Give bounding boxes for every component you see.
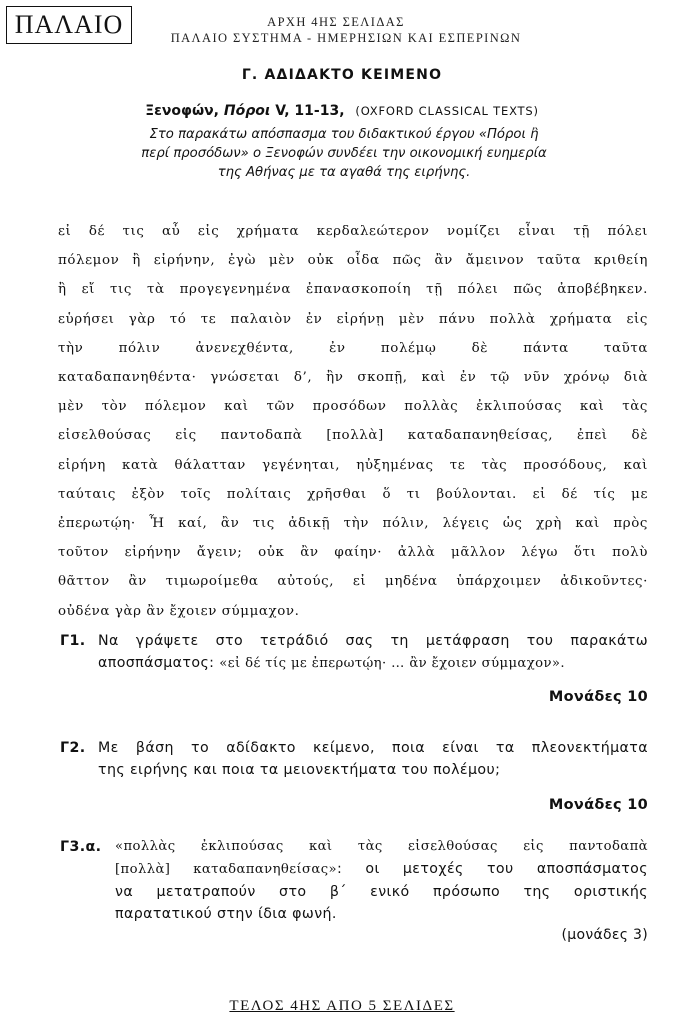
- question-text-line: [98, 652, 648, 675]
- greek-line: τὴν πόλιν ἀνενεχθέντα, ἐν πολέμῳ δὲ πάντα ταῦτα: [58, 340, 648, 356]
- question-text: να μετατραπούν στο β΄ ενικό πρόσωπο της οριστικής: [115, 884, 648, 900]
- question-g1-units: Μονάδες 10: [548, 689, 648, 705]
- question-g3a: [60, 836, 648, 925]
- intro-line: της Αθήνας με τα αγαθά της ειρήνης.: [217, 165, 471, 180]
- source-edition: (OXFORD CLASSICAL TEXTS): [355, 104, 539, 118]
- greek-line: πόλεμον ἢ εἰρήνην, ἐγὼ μὲν οὐκ οἶδα πῶς ἂν ἄμεινον ταῦτα κριθείη: [58, 253, 648, 269]
- intro-line: Στο παρακάτω απόσπασμα του διδακτικού έργου «Πόροι ἢ: [149, 127, 539, 142]
- greek-line: καταδαπανηθέντα· γνώσεται δ’, ἢν σκοπῇ, καὶ ἐν τῷ νῦν χρόνῳ διὰ: [58, 370, 648, 386]
- greek-line: θᾶττον ἂν τιμωροίμεθα αὐτούς, εἰ μηδένα ὑπάρχοιμεν ἀδικοῦντες·: [58, 574, 648, 590]
- question-g3a-units: (μονάδες 3): [561, 927, 648, 943]
- greek-line: τοῦτον εἰρήνην ἄγειν; οὐκ ἂν φαίην· ἀλλὰ μᾶλλον λέγω ὅτι πολὺ: [58, 545, 648, 561]
- question-number: Γ3.α.: [60, 839, 102, 855]
- source-author: Ξενοφών,: [145, 103, 220, 119]
- old-system-stamp: ΠΑΛΑΙΟ: [6, 6, 132, 44]
- question-text-line: [115, 858, 648, 881]
- source-ref: V, 11-13,: [275, 103, 345, 119]
- question-g2: [60, 737, 648, 781]
- question-g1: [60, 630, 648, 675]
- greek-line: ταύταις ἐξὸν τοῖς πολίταις χρῆσθαι ὅ τι βούλονται. εἰ δέ τίς με: [58, 486, 648, 502]
- greek-passage: [58, 217, 648, 626]
- question-number: Γ1.: [60, 633, 86, 649]
- greek-line: εἰρήνη κατὰ θάλατταν γεγένηται, ηὐξημένας τε τὰς προσόδους, καὶ: [58, 457, 648, 473]
- greek-line: οὐδένα γὰρ ἂν ἔχοιεν σύμμαχον.: [58, 603, 300, 619]
- question-greek-quote: [πολλὰ] καταδαπανηθείσας»: [115, 862, 337, 877]
- question-greek-quote: «πολλὰς ἐκλιπούσας καὶ τὰς εἰσελθούσας εἰς παντοδαπὰ: [115, 839, 648, 854]
- greek-line: ἢ εἴ τις τὰ προγεγενημένα ἐπανασκοποίη τῇ πόλει πῶς ἀποβέβηκεν.: [58, 282, 648, 298]
- question-text: : οι μετοχές του αποσπάσματος: [337, 861, 648, 877]
- greek-line: εἰ δέ τις αὖ εἰς χρήματα κερδαλεώτερον νομίζει εἶναι τῇ πόλει: [58, 224, 648, 239]
- system-header: ΠΑΛΑΙΟ ΣΥΣΤΗΜΑ - ΗΜΕΡΗΣΙΩΝ ΚΑΙ ΕΣΠΕΡΙΝΩΝ: [170, 31, 522, 45]
- source-citation: [0, 103, 684, 119]
- question-text: Να γράψετε στο τετράδιό σας τη μετάφραση του παρακάτω: [98, 633, 648, 649]
- question-text: Με βάση το αδίδακτο κείμενο, ποια είναι τα πλεονεκτήματα: [98, 740, 648, 756]
- page-footer: ΤΕΛΟΣ 4ΗΣ ΑΠΟ 5 ΣΕΛΙΔΕΣ: [229, 998, 455, 1014]
- source-work: Πόροι: [223, 103, 271, 119]
- page-start-header: ΑΡΧΗ 4ΗΣ ΣΕΛΙΔΑΣ: [267, 15, 405, 29]
- question-text: παρατατικού στην ίδια φωνή.: [115, 906, 337, 922]
- greek-line: ἐπερωτῴη· Ἦ καί, ἂν τις ἀδικῇ τὴν πόλιν, λέγεις ὡς χρὴ καὶ πρὸς: [58, 516, 648, 532]
- greek-line: εἰσελθούσας εἰς παντοδαπὰ [πολλὰ] καταδαπανηθείσας, ἐπεὶ δὲ: [58, 428, 648, 444]
- section-title: Γ. ΑΔΙΔΑΚΤΟ ΚΕΙΜΕΝΟ: [241, 67, 443, 83]
- question-text: της ειρήνης και ποια τα μειονεκτήματα του πολέμου;: [98, 762, 501, 778]
- intro-paragraph: [70, 125, 618, 182]
- question-g2-units: Μονάδες 10: [548, 797, 648, 813]
- question-greek-quote: «εἰ δέ τίς με ἐπερωτῴη· … ἂν ἔχοιεν σύμμαχον».: [219, 656, 565, 671]
- greek-line: μὲν τὸν πόλεμον καὶ τῶν προσόδων πολλὰς ἐκλιπούσας καὶ τὰς: [58, 399, 648, 415]
- question-text: αποσπάσματος:: [98, 655, 220, 671]
- question-number: Γ2.: [60, 740, 86, 756]
- intro-line: περί προσόδων» ο Ξενοφών συνδέει την οικονομική ευημερία: [141, 146, 547, 161]
- greek-line: εὑρήσει γὰρ τό τε παλαιὸν ἐν εἰρήνῃ μὲν πάνυ πολλὰ χρήματα εἰς: [58, 311, 648, 327]
